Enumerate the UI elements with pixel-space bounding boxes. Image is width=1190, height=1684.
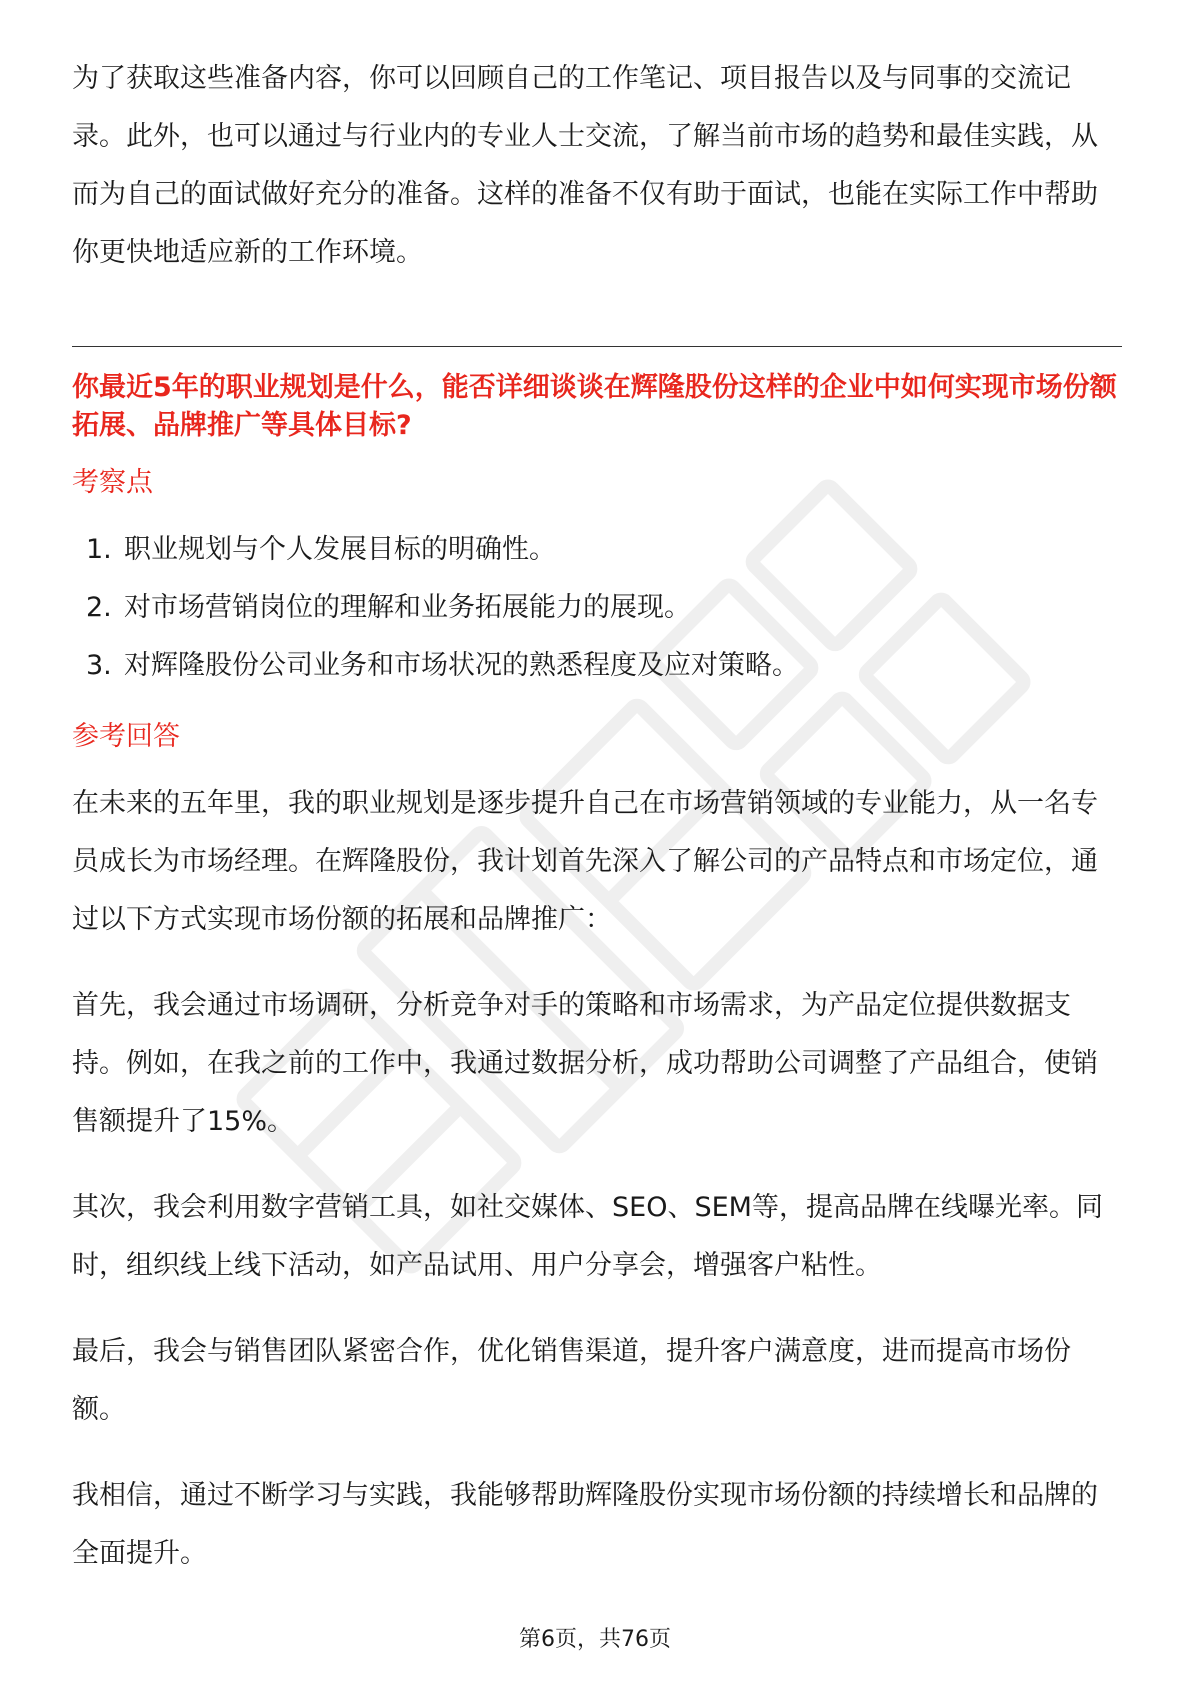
list-item-number: 1. (86, 534, 112, 565)
answer-label: 参考回答 (72, 721, 180, 752)
examination-list (72, 521, 1122, 695)
list-item (72, 579, 1122, 637)
answer-paragraph: 我相信，通过不断学习与实践，我能够帮助辉隆股份实现市场份额的持续增长和品牌的全面提升。 (72, 1480, 1098, 1569)
page-number: 第6页，共76页 (519, 1627, 671, 1652)
list-item-text: 对辉隆股份公司业务和市场状况的熟悉程度及应对策略。 (124, 650, 799, 681)
list-item (72, 637, 1122, 695)
examination-label: 考察点 (72, 467, 153, 498)
answer-paragraph: 在未来的五年里，我的职业规划是逐步提升自己在市场营销领域的专业能力，从一名专员成长为市场经理。在辉隆股份，我计划首先深入了解公司的产品特点和市场定位，通过以下方式实现市场份额的拓展和品牌推广： (72, 788, 1098, 935)
answer-paragraph: 其次，我会利用数字营销工具，如社交媒体、SEO、SEM等，提高品牌在线曝光率。同时，组织线上线下活动，如产品试用、用户分享会，增强客户粘性。 (72, 1192, 1103, 1281)
list-item-text: 职业规划与个人发展目标的明确性。 (124, 534, 556, 565)
intro-paragraph: 为了获取这些准备内容，你可以回顾自己的工作笔记、项目报告以及与同事的交流记录。此外，也可以通过与行业内的专业人士交流，了解当前市场的趋势和最佳实践，从而为自己的面试做好充分的准备。这样的准备不仅有助于面试，也能在实际工作中帮助你更快地适应新的工作环境。 (72, 63, 1098, 268)
list-item-text: 对市场营销岗位的理解和业务拓展能力的展现。 (124, 592, 691, 623)
content (72, 50, 1122, 1611)
section-divider (72, 346, 1122, 347)
answer-paragraph: 首先，我会通过市场调研，分析竞争对手的策略和市场需求，为产品定位提供数据支持。例如，在我之前的工作中，我通过数据分析，成功帮助公司调整了产品组合，使销售额提升了15%。 (72, 990, 1098, 1137)
list-item-number: 3. (86, 650, 112, 681)
list-item (72, 521, 1122, 579)
answer-paragraph: 最后，我会与销售团队紧密合作，优化销售渠道，提升客户满意度，进而提高市场份额。 (72, 1336, 1071, 1425)
question-heading: 你最近5年的职业规划是什么，能否详细谈谈在辉隆股份这样的企业中如何实现市场份额拓展、品牌推广等具体目标? (72, 372, 1117, 441)
list-item-number: 2. (86, 592, 112, 623)
